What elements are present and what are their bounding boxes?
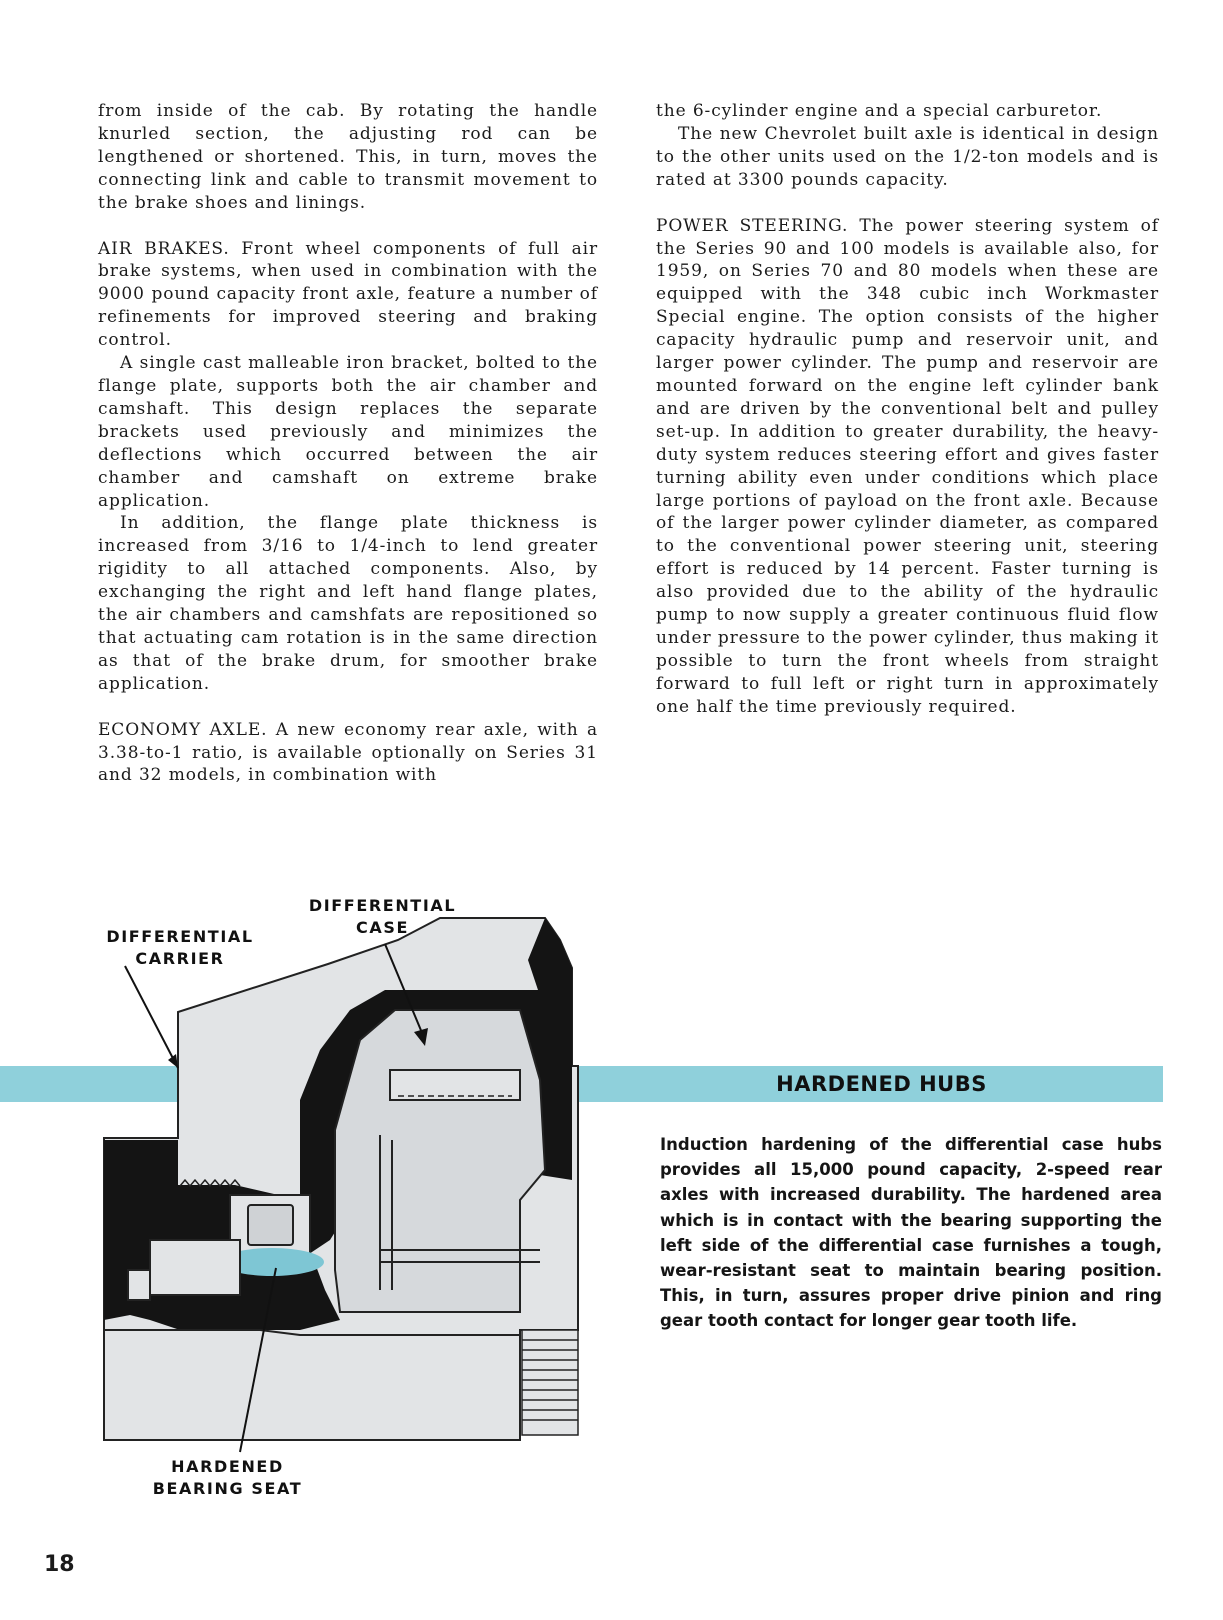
differential-case (335, 1010, 545, 1312)
label-line: CASE (356, 917, 409, 937)
paragraph: A single cast malleable iron bracket, bolted to the flange plate, supports both the air chamber and camshaft. This design replaces the separate brackets used previously and minimizes the deflections which occurred between the air chamber and camshaft on extreme brake application. (98, 353, 598, 511)
paragraph: from inside of the cab. By rotating the handle knurled section, the adjusting rod can be lengthened or shortened. This, in turn, moves the connecting link and cable to transmit movement to the brake shoes and linings. (98, 101, 598, 213)
paragraph: In addition, the flange plate thickness is increased from 3/16 to 1/4-inch to lend greater rigidity to all attached components. Also, by exchanging the right and left hand flange plates, the air chambers and camshfats are repositioned so that actuating cam rotation is in the same direction as that of the brake drum, for smoother brake application. (98, 513, 598, 694)
label-hardened-bearing-seat (150, 1456, 305, 1499)
paragraph-power-steering: POWER STEERING. The power steering system of the Series 90 and 100 models is available also, for 1959, on Series 70 and 80 models when these are equipped with the 348 cubic inch Workmaster Special engine. The option consists of the higher capacity hydraulic pump and reservoir unit, and larger power cylinder. The pump and reservoir are mounted forward on the engine left cylinder bank and are driven by the conventional belt and pulley set-up. In addition to greater durability, the heavy-duty system reduces steering effort and gives faster turning ability even under conditions which place large portions of payload on the front axle. Because of the larger power cylinder diameter, as compared to the conventional power steering unit, steering effort is reduced by 14 percent. Faster turning is also provided due to the ability of the hydraulic pump to now supply a greater continuous fluid flow under pressure to the power cylinder, thus making it possible to turn the front wheels from straight forward to full left or right turn in approximately one half the time previously required. (656, 215, 1159, 717)
ring-gear-teeth (522, 1330, 578, 1435)
feature-caption: Induction hardening of the differential case hubs provides all 15,000 pound capacity, 2-speed rear axles with increased durability. The hardened area which is in contact with the bearing supporting the left side of the differential case furnishes a tough, wear-resistant seat to maintain bearing position. This, in turn, assures proper drive pinion and ring gear tooth contact for longer gear tooth life. (660, 1135, 1162, 1331)
page-number: 18 (44, 1552, 75, 1577)
label-line: DIFFERENTIAL (106, 927, 254, 946)
label-line: BEARING SEAT (152, 1478, 303, 1498)
axle-shaft (104, 1330, 520, 1440)
carrier-leader-line (125, 966, 178, 1068)
paragraph-economy-axle: ECONOMY AXLE. A new economy rear axle, with a 3.38-to-1 ratio, is available optionally on Series 31 and 32 models, in combination with (98, 719, 598, 786)
label-differential-carrier (100, 926, 260, 969)
thrust-block (150, 1240, 240, 1295)
paragraph-air-brakes: AIR BRAKES. Front wheel components of full air brake systems, when used in combination with the 9000 pound capacity front axle, feature a number of refinements for improved steering and braking control. (98, 238, 598, 351)
label-line: DIFFERENTIAL (308, 896, 457, 915)
bearing-roller (248, 1205, 293, 1245)
label-line: CARRIER (135, 948, 225, 968)
paragraph: The new Chevrolet built axle is identical in design to the other units used on the 1/2-ton models and is rated at 3300 pounds capacity. (656, 123, 1159, 190)
label-differential-case (300, 895, 465, 938)
paragraph: the 6-cylinder engine and a special carburetor. (656, 101, 1103, 121)
section-title: HARDENED HUBS (776, 1072, 987, 1096)
label-line: HARDENED (171, 1457, 284, 1476)
shaft-stub (128, 1270, 150, 1300)
